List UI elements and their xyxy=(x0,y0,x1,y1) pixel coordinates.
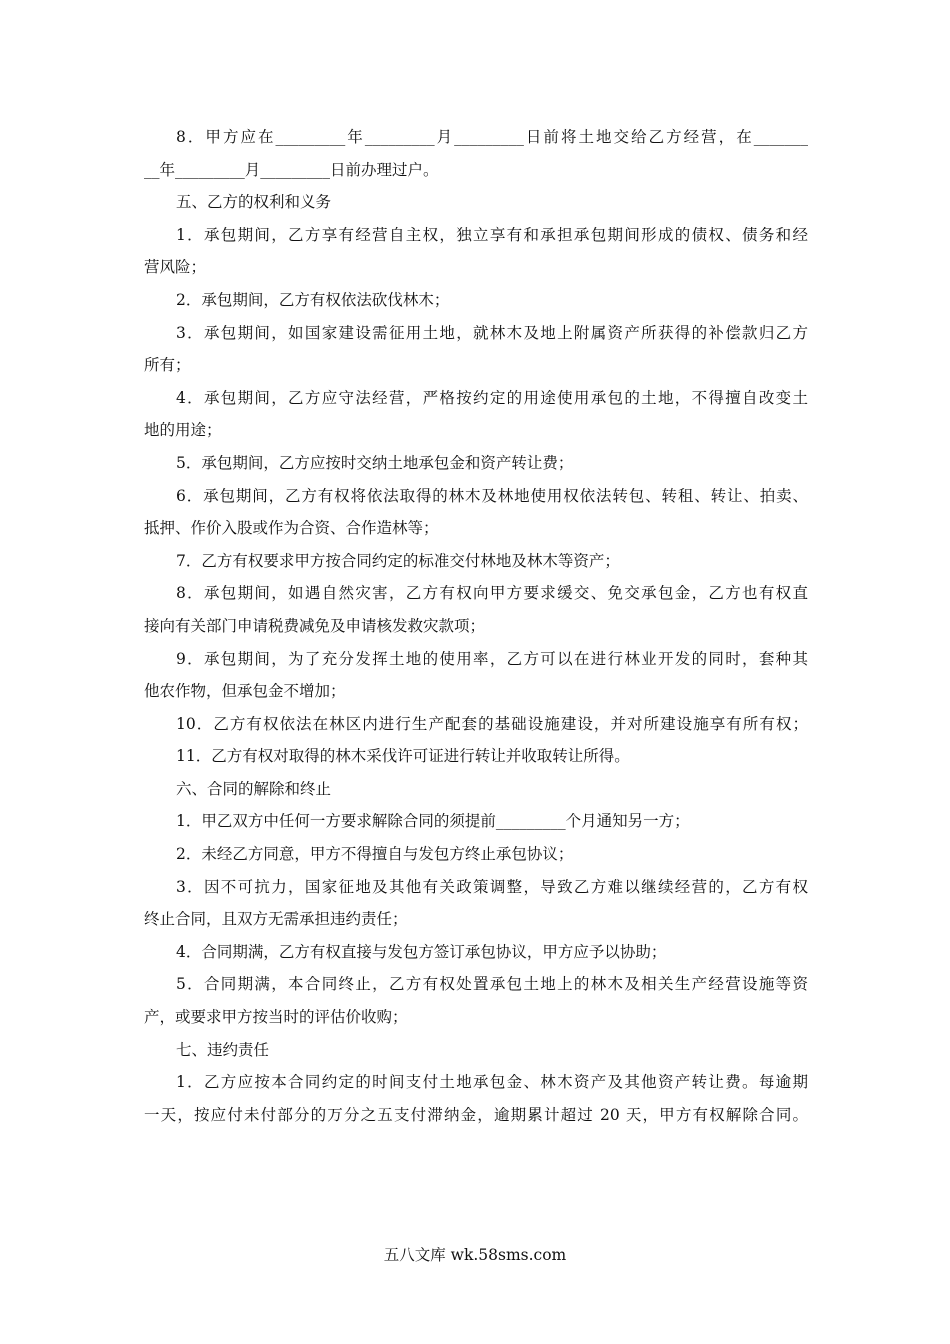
paragraph-line: 地的用途； xyxy=(144,421,222,440)
paragraph-line: 终止合同，且双方无需承担违约责任； xyxy=(144,910,408,929)
page-footer: 五八文库 wk.58sms.com xyxy=(383,1246,567,1264)
paragraph-line: 营风险； xyxy=(144,258,207,277)
paragraph-line: 2．未经乙方同意，甲方不得擅自与发包方终止承包协议； xyxy=(176,845,574,864)
paragraph-line: 他农作物，但承包金不增加； xyxy=(144,682,346,701)
paragraph-line: 8．承包期间，如遇自然灾害，乙方有权向甲方要求缓交、免交承包金，乙方也有权直 xyxy=(176,584,808,603)
paragraph-line: 3．因不可抗力，国家征地及其他有关政策调整，导致乙方难以继续经营的，乙方有权 xyxy=(176,877,808,896)
paragraph-line: 6．承包期间，乙方有权将依法取得的林木及林地使用权依法转包、转租、转让、拍卖、 xyxy=(176,486,808,505)
paragraph-line: 1．甲乙双方中任何一方要求解除合同的须提前_________个月通知另一方； xyxy=(176,812,690,831)
paragraph-line: 7．乙方有权要求甲方按合同约定的标准交付林地及林木等资产； xyxy=(176,551,620,570)
paragraph-line: 2．承包期间，乙方有权依法砍伐林木； xyxy=(176,290,450,309)
paragraph-line: 六、合同的解除和终止 xyxy=(176,779,332,798)
paragraph-line: 4．合同期满，乙方有权直接与发包方签订承包协议，甲方应予以协助； xyxy=(176,942,667,961)
paragraph-line: 3．承包期间，如国家建设需征用土地，就林木及地上附属资产所获得的补偿款归乙方 xyxy=(176,323,808,342)
paragraph-line: 11．乙方有权对取得的林木采伐许可证进行转让并收取转让所得。 xyxy=(176,747,630,766)
paragraph-line: __年_________月_________日前办理过户。 xyxy=(144,160,439,179)
paragraph-line: 抵押、作价入股或作为合资、合作造林等； xyxy=(144,519,439,538)
paragraph-line: 1．承包期间，乙方享有经营自主权，独立享有和承担承包期间形成的债权、债务和经 xyxy=(176,225,808,244)
paragraph-line: 5．合同期满，本合同终止，乙方有权处置承包土地上的林木及相关生产经营设施等资 xyxy=(176,975,808,994)
paragraph-line: 5．承包期间，乙方应按时交纳土地承包金和资产转让费； xyxy=(176,453,574,472)
paragraph-line: 10．乙方有权依法在林区内进行生产配套的基础设施建设，并对所建设施享有所有权； xyxy=(176,714,808,733)
paragraph-line: 8．甲方应在_________年_________月_________日前将土地交给乙方经营，在_______ xyxy=(176,128,808,146)
paragraph-line: 所有； xyxy=(144,356,191,375)
paragraph-line: 9．承包期间，为了充分发挥土地的使用率，乙方可以在进行林业开发的同时，套种其 xyxy=(176,649,808,668)
paragraph-line: 1．乙方应按本合同约定的时间支付土地承包金、林木资产及其他资产转让费。每逾期 xyxy=(176,1073,808,1092)
paragraph-line: 接向有关部门申请税费减免及申请核发救灾款项； xyxy=(144,616,486,635)
paragraph-line: 五、乙方的权利和义务 xyxy=(176,193,332,212)
document-body xyxy=(144,121,808,1131)
paragraph-line: 七、违约责任 xyxy=(176,1040,270,1059)
paragraph-line: 4．承包期间，乙方应守法经营，严格按约定的用途使用承包的土地，不得擅自改变土 xyxy=(176,388,808,407)
paragraph-line: 一天，按应付未付部分的万分之五支付滞纳金，逾期累计超过 20 天，甲方有权解除合同。 xyxy=(144,1105,808,1124)
paragraph-line: 产，或要求甲方按当时的评估价收购； xyxy=(144,1008,408,1027)
